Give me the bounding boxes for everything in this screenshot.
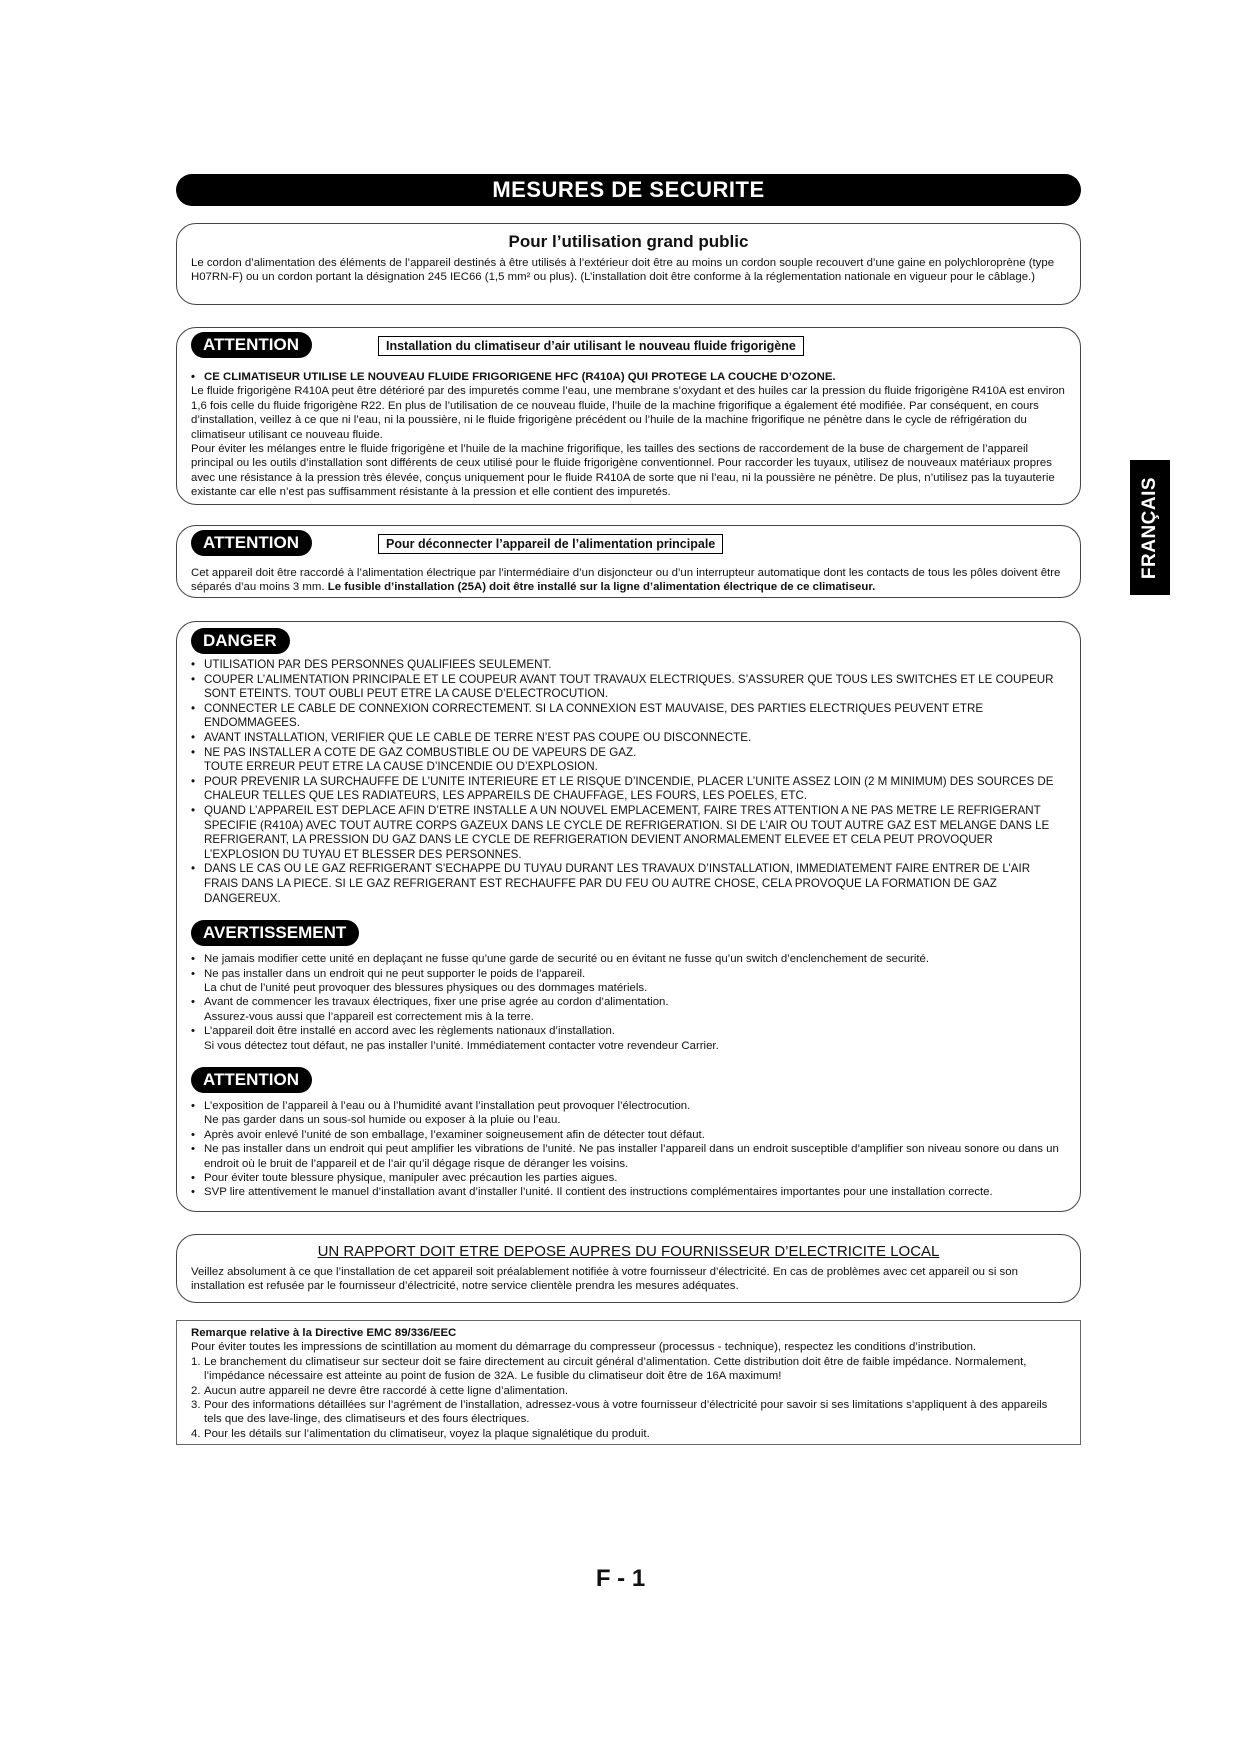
- page-title: MESURES DE SECURITE: [176, 174, 1081, 206]
- remarque-item-number: 1.: [191, 1355, 201, 1368]
- avertissement-item: • Avant de commencer les travaux électriques, fixer une prise agrée au cordon d’alimentation.: [191, 995, 1066, 1009]
- language-tab-label: FRANÇAIS: [1139, 476, 1161, 579]
- avertissement-item: • L’appareil doit être installé en accord avec les règlements nationaux d’installation.: [191, 1024, 1066, 1038]
- attention-disconnect-box: [176, 525, 1081, 598]
- danger-item: • NE PAS INSTALLER A COTE DE GAZ COMBUSTIBLE OU DE VAPEURS DE GAZ.: [191, 746, 1066, 761]
- avertissement-item-sub: Si vous détectez tout défaut, ne pas installer l’unité. Immédiatement contacter votre revendeur Carrier.: [204, 1039, 719, 1052]
- avertissement-item: • Ne jamais modifier cette unité en deplaçant ne fusse qu’une garde de securité ou en évitant ne fusse qu’un switch d’enclenchement de securité.: [191, 952, 1066, 966]
- grand-public-title: Pour l’utilisation grand public: [508, 232, 749, 251]
- safety-box: [176, 621, 1081, 1212]
- danger-item-sub: TOUTE ERREUR PEUT ETRE LA CAUSE D’INCENDIE OU D’EXPLOSION.: [204, 760, 598, 774]
- attention-item: • SVP lire attentivement le manuel d’installation avant d’installer l’unité. Il contient des instructions complémentaires importantes pour une installation correcte.: [191, 1185, 1066, 1199]
- remarque-item: [191, 1398, 1066, 1427]
- page-number: F - 1: [595, 1565, 646, 1592]
- attention-disconnect-text: [191, 566, 1066, 595]
- grand-public-text: Le cordon d’alimentation des éléments de l’appareil destinés à être utilisés à l’extérieur doit être au moins un cordon souple recouvert d’une gaine en polychloroprène (type H07RN-F) ou un cordon portant la désignation 245 IEC66 (1,5 mm² ou plus). (L’installation doit être conforme à la réglementation nationale en vigueur pour le câblage.): [191, 257, 1055, 284]
- remarque-item-text: Le branchement du climatiseur sur secteur doit se faire directement au circuit général d’alimentation. Cette distribution doit être de faible impédance. Normalement, l’impédance nécessaire est atteinte au point de fusion de 32A. Le fusible du climatiseur doit être de 16A maximum!: [204, 1355, 1027, 1383]
- remarque-title: Remarque relative à la Directive EMC 89/336/EEC: [191, 1327, 457, 1339]
- attention-badge: ATTENTION: [191, 530, 312, 556]
- attention-disconnect-title: Pour déconnecter l’appareil de l’alimentation principale: [378, 534, 723, 554]
- avertissement-item: • Ne pas installer dans un endroit qui ne peut supporter le poids de l’appareil.: [191, 967, 1066, 981]
- avertissement-item-sub: La chut de l’unité peut provoquer des blessures physiques ou des dommages matériels.: [204, 981, 648, 994]
- danger-badge: DANGER: [191, 628, 290, 654]
- attention-item: • Après avoir enlevé l’unité de son emballage, l’examiner soigneusement afin de détecter tout défaut.: [191, 1128, 1066, 1142]
- attention-refrigerant-box: [176, 327, 1081, 505]
- remarque-item-text: Pour des informations détaillées sur l’agrément de l’installation, adressez-vous à votre fournisseur d’électricité pour savoir si ses limitations s’appliquent à des appareils tels que des lave-linge, des climatiseurs et des fours électriques.: [204, 1399, 1048, 1426]
- danger-item: • COUPER L’ALIMENTATION PRINCIPALE ET LE COUPEUR AVANT TOUT TRAVAUX ELECTRIQUES. S’ASSURER QUE TOUS LES SWITCHES ET LE COUPEUR SONT ETEINTS. TOUT OUBLI PEUT ETRE LA CAUSE D’ELECTROCUTION.: [191, 673, 1066, 702]
- attention-refrigerant-para2: Pour éviter les mélanges entre le fluide frigorigène et l’huile de la machine frigorifique, les tailles des sections de raccordement de la buse de chargement de l’appareil principal ou les outils d’installation sont différents de ceux utilisé pour le fluide frigorigène conventionnel. Pour raccorder les tuyaux, utilisez de nouveaux matériaux propres avec une résistance à la pression très élevée, conçus uniquement pour le fluide R410A de sorte que ni l’eau, ni la poussière ne pénètre. De plus, n’utilisez pas la tuyauterie existante car elle n’est pas suffisamment résistante à la pression et elle contient des impuretés.: [191, 443, 1055, 499]
- remarque-item-number: 4.: [191, 1427, 201, 1440]
- attention-item: • L’exposition de l’appareil à l’eau ou à l’humidité avant l’installation peut provoquer l’électrocution.: [191, 1099, 1066, 1113]
- danger-item: • POUR PREVENIR LA SURCHAUFFE DE L’UNITE INTERIEURE ET LE RISQUE D’INCENDIE, PLACER L’UNITE ASSEZ LOIN (2 M MINIMUM) DES SOURCES DE CHALEUR TELLES QUE LES RADIATEURS, LES APPAREILS DE CHAUFFAGE, LES FOURS, LES POELES, ETC.: [191, 775, 1066, 804]
- avertissement-badge: AVERTISSEMENT: [191, 920, 359, 946]
- attention-item-sub: Ne pas garder dans un sous-sol humide ou exposer à la pluie ou l’eau.: [204, 1114, 561, 1127]
- remarque-box: [176, 1320, 1081, 1445]
- attention-badge: ATTENTION: [191, 332, 312, 358]
- avertissement-list: [191, 952, 1066, 1053]
- attention-item: • Ne pas installer dans un endroit qui peut amplifier les vibrations de l’unité. Ne pas installer l’appareil dans un endroit susceptible d’amplifier son niveau sonore ou dans un endroit où le bruit de l’appareil et de l’air qu’il dégage risque de déranger les voisins.: [191, 1142, 1066, 1171]
- danger-item: • AVANT INSTALLATION, VERIFIER QUE LE CABLE DE TERRE N’EST PAS COUPE OU DISCONNECTE.: [191, 731, 1066, 746]
- danger-item: • QUAND L’APPAREIL EST DEPLACE AFIN D’ETRE INSTALLE A UN NOUVEL EMPLACEMENT, FAIRE TRES ATTENTION A NE PAS METRE LE REFRIGERANT SPECIFIE (R410A) AVEC TOUT AUTRE CORPS GAZEUX DANS LE CYCLE DE REFRIGERATION. SI DE L’AIR OU TOUT AUTRE GAZ EST MELANGE DANS LE REFRIGERANT, LA PRESSION DU GAZ DANS LE CYCLE DE REFRIGERATION DEVIENT ANORMALEMENT ELEVEE ET CELA PEUT PROVOQUER L’EXPLOSION DU TUYAU ET BLESSER DES PERSONNES.: [191, 804, 1066, 862]
- remarque-item-number: 2.: [191, 1384, 201, 1397]
- remarque-item-number: 3.: [191, 1399, 201, 1412]
- language-tab: [1130, 460, 1170, 595]
- rapport-text: Veillez absolument à ce que l’installation de cet appareil soit préalablement notifiée à votre fournisseur d’électricité. En cas de problèmes avec cet appareil ou si son installation est refusée par le fournisseur d’électricité, notre service clientèle prendra les mesures adéquates.: [191, 1266, 1018, 1293]
- attention-item: • Pour éviter toute blessure physique, manipuler avec précaution les parties aigues.: [191, 1171, 1066, 1185]
- danger-list: [191, 658, 1066, 906]
- attention-list: [191, 1099, 1066, 1200]
- attention-disconnect-text-normal: Cet appareil doit être raccordé à l’alimentation électrique par l’intermédiaire d’un disjoncteur ou d’un interrupteur automatique dont les contacts de tous les pôles doivent être séparés d’au moins 3 mm.: [191, 567, 1061, 594]
- attention-refrigerant-title: Installation du climatiseur d’air utilisant le nouveau fluide frigorigène: [378, 336, 804, 356]
- danger-item: • CONNECTER LE CABLE DE CONNEXION CORRECTEMENT. SI LA CONNEXION EST MAUVAISE, DES PARTIES ELECTRIQUES PEUVENT ETRE ENDOMMAGEES.: [191, 702, 1066, 731]
- remarque-item-text: Aucun autre appareil ne devre être raccordé à cette ligne d’alimentation.: [204, 1384, 569, 1397]
- rapport-title: UN RAPPORT DOIT ETRE DEPOSE AUPRES DU FOURNISSEUR D’ELECTRICITE LOCAL: [317, 1243, 940, 1260]
- rapport-box: [176, 1234, 1081, 1303]
- danger-item: • DANS LE CAS OU LE GAZ REFRIGERANT S’ECHAPPE DU TUYAU DURANT LES TRAVAUX D’INSTALLATION, IMMEDIATEMENT FAIRE ENTRER DE L’AIR FRAIS DANS LA PIECE. SI LE GAZ REFRIGERANT EST RECHAUFFE PAR DU FEU OU AUTRE CHOSE, CELA PROVOQUE LA FORMATION DE GAZ DANGEREUX.: [191, 862, 1066, 906]
- attention-disconnect-text-bold: Le fusible d’installation (25A) doit être installé sur la ligne d’alimentation électrique de ce climatiseur.: [327, 581, 876, 594]
- remarque-item: [191, 1355, 1066, 1384]
- attention-badge: ATTENTION: [191, 1067, 312, 1093]
- remarque-item-text: Pour les détails sur l’alimentation du climatiseur, voyez la plaque signalétique du produit.: [204, 1427, 650, 1440]
- remarque-intro: Pour éviter toutes les impressions de scintillation au moment du démarrage du compresseur (processus - technique), respectez les conditions d’instribution.: [191, 1341, 977, 1354]
- danger-item: • UTILISATION PAR DES PERSONNES QUALIFIEES SEULEMENT.: [191, 658, 1066, 673]
- grand-public-box: [176, 223, 1081, 305]
- attention-refrigerant-para1: Le fluide frigorigène R410A peut être détérioré par des impuretés comme l’eau, une membrane s’oxydant et des huiles car la pression du fluide frigorigène R410A est environ 1,6 fois celle du fluide frigorigène R22. En plus de l’utilisation de ce nouveau fluide, l’huile de la machine frigorifique a également été modifiée. Par conséquent, en cours d’installation, veillez à ce que ni l’eau, ni la poussière, ni le fluide frigorigène précédent ou l’huile de la machine frigorifique ne pénètre dans le cycle de réfrigération du climatiseur utilisant ce nouveau fluide.: [191, 385, 1065, 441]
- attention-refrigerant-bullet: • CE CLIMATISEUR UTILISE LE NOUVEAU FLUIDE FRIGORIGENE HFC (R410A) QUI PROTEGE LA COUCHE D’OZONE.: [191, 370, 1066, 384]
- remarque-item: [191, 1427, 1066, 1441]
- avertissement-item-sub: Assurez-vous aussi que l’appareil est correctement mis à la terre.: [204, 1010, 534, 1023]
- remarque-item: [191, 1384, 1066, 1398]
